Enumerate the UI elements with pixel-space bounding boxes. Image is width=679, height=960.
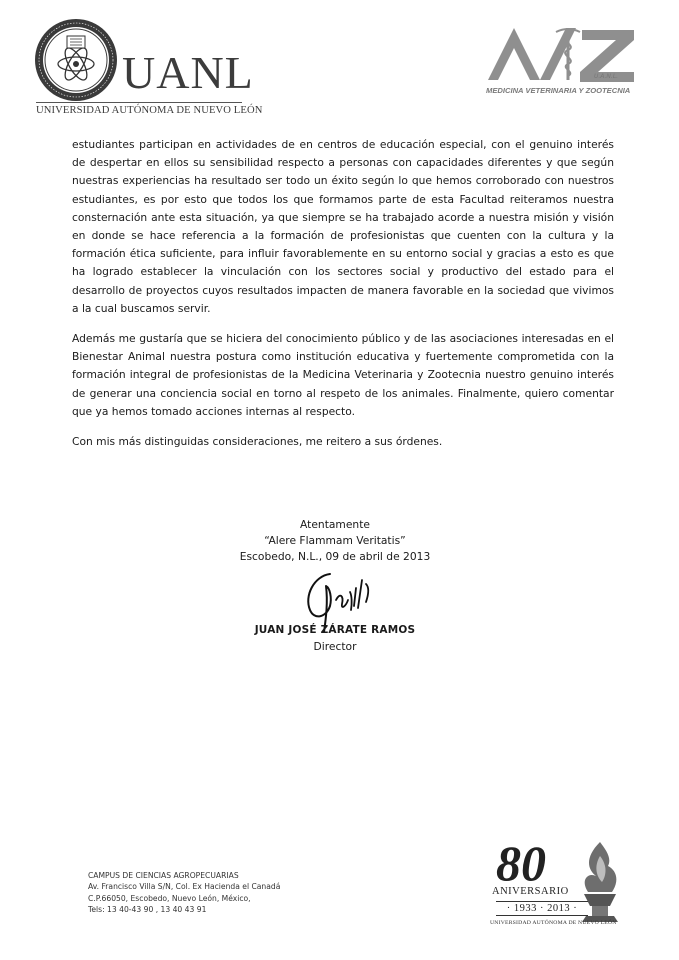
anniversary-years: · 1933 · 2013 · bbox=[496, 901, 588, 916]
uanl-subtitle: UNIVERSIDAD AUTÓNOMA DE NUEVO LEÓN bbox=[36, 105, 263, 116]
anniversary-word: ANIVERSARIO bbox=[492, 886, 569, 897]
footer-line: C.P.66050, Escobedo, Nuevo León, México, bbox=[88, 893, 251, 903]
mvz-uanl-label: U.A.N.L. bbox=[594, 73, 619, 80]
letter-body bbox=[72, 136, 614, 463]
paragraph-2: Además me gustaría que se hiciera del conocimiento público y de las asociaciones interesadas en el Bienestar Animal nuestra postura como institución educativa y fuertemente comprometida con la formación integral de profesionistas de la Medicina Veterinaria y Zootecnia nuestro genuino interés de generar una conciencia social en torno al respeto de los animales. Finalmente, quiero comentar que ya hemos tomado acciones internas al respecto. bbox=[72, 332, 614, 418]
uanl-seal-icon bbox=[34, 18, 118, 102]
uanl-divider bbox=[36, 102, 242, 103]
footer-address bbox=[88, 870, 280, 915]
mvz-subtitle: MEDICINA VETERINARIA Y ZOOTECNIA bbox=[486, 86, 631, 95]
footer-line: Tels: 13 40-43 90 , 13 40 43 91 bbox=[88, 904, 207, 914]
paragraph-3: Con mis más distinguidas consideraciones, me reitero a sus órdenes. bbox=[72, 435, 443, 449]
signature-block bbox=[200, 517, 470, 565]
paragraph-1: estudiantes participan en actividades de en centros de educación especial, con el genuino interés de despertar en ellos su sensibilidad respecto a personas con capacidades diferentes y que según nuestras experiencias ha resultado ser todo un éxito según lo que hemos corroborado con nuestros estudiantes, es por esto que todos los que formamos parte de esta Facultad reiteramos nuestra consternación ante esta situación, ya que siempre se ha trabajado acorde a nuestra misión y visión en donde se hace referencia a la formación de profesionistas que cuenten con la cultura y la formación ética suficiente, para influir favorablemente en su entorno social y gracias a esto es que ha logrado establecer la vinculación con los sectores social y productivo del estado para el desarrollo de proyectos cuyos resultados impacten de manera favorable en la sociedad que vivimos a la cual buscamos servir. bbox=[72, 138, 614, 315]
signer-name: JUAN JOSÉ ZÁRATE RAMOS bbox=[254, 624, 416, 636]
motto: “Alere Flammam Veritatis” bbox=[264, 534, 406, 547]
signer-title: Director bbox=[313, 640, 357, 653]
closing: Atentamente bbox=[300, 518, 370, 531]
footer-line: CAMPUS DE CIENCIAS AGROPECUARIAS bbox=[88, 871, 239, 880]
footer-line: Av. Francisco Villa S/N, Col. Ex Hacienda el Canadá bbox=[88, 882, 281, 892]
uanl-wordmark: UANL bbox=[122, 47, 254, 98]
anniversary-number: 80 bbox=[496, 835, 546, 891]
anniversary-university: UNIVERSIDAD AUTÓNOMA DE NUEVO LEÓN bbox=[490, 920, 617, 926]
place-date: Escobedo, N.L., 09 de abril de 2013 bbox=[239, 550, 431, 563]
